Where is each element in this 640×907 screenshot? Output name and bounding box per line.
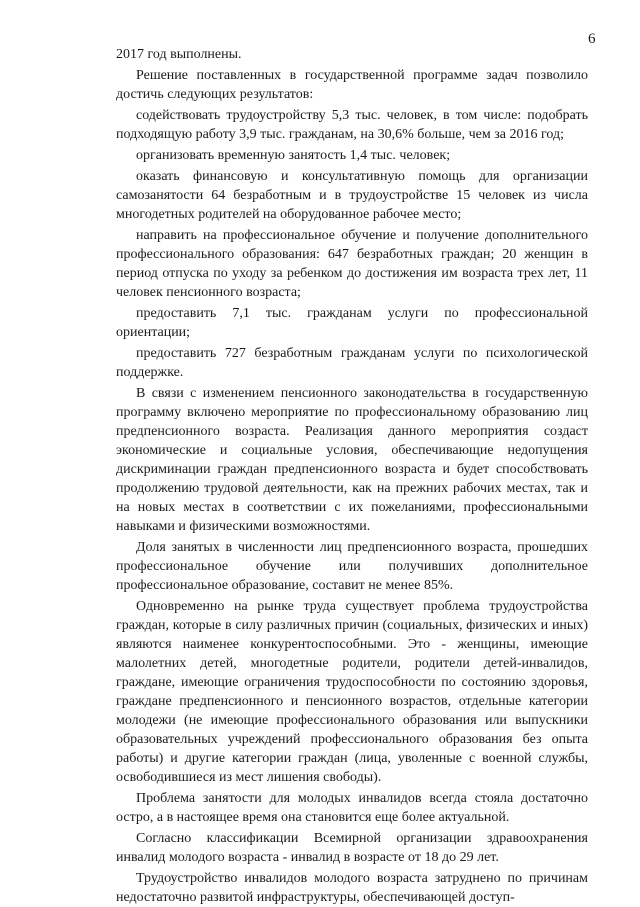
paragraph-7: предоставить 7,1 тыс. гражданам услуги по профессиональной ориентации; [116,306,588,340]
paragraph-5: оказать финансовую и консультативную помощь для организации самозанятости 64 безработным и в трудоустройстве 15 человек из числа многодетных родителей на оборудованное рабочее место; [116,169,588,222]
paragraph-9: В связи с изменением пенсионного законодательства в государственную программу включено мероприятие по профессиональному образованию лиц предпенсионного возраста. Реализация данного мероприятия создаст экономические и социальные условия, обеспечивающие недопущения дискриминации граждан предпенсионного возраста и будет способствовать продолжению трудовой деятельности, как на прежних рабочих местах, так и на новых местах в соответствии с их пожеланиями, профессиональными навыками и физическими возможностями. [116,386,588,534]
paragraph-10: Доля занятых в численности лиц предпенсионного возраста, прошедших профессиональное обучение или получивших дополнительное профессиональное образование, составит не менее 85%. [116,540,588,593]
paragraph-6: направить на профессиональное обучение и получение дополнительного профессионального образования: 647 безработных граждан; 20 женщин в период отпуска по уходу за ребенком до достижения им возраста трех лет, 11 человек пенсионного возраста; [116,228,588,300]
paragraph-14: Трудоустройство инвалидов молодого возраста затруднено по причинам недостаточно развитой инфраструктуры, обеспечивающей доступ- [116,871,588,905]
paragraph-13: Согласно классификации Всемирной организации здравоохранения инвалид молодого возраста - инвалид в возрасте от 18 до 29 лет. [116,831,588,865]
paragraph-8: предоставить 727 безработным гражданам услуги по психологической поддержке. [116,346,588,380]
paragraph-3: содействовать трудоустройству 5,3 тыс. человек, в том числе: подобрать подходящую работу 3,9 тыс. гражданам, на 30,6% больше, чем за 2016 год; [116,108,588,142]
paragraph-2: Решение поставленных в государственной программе задач позволило достичь следующих результатов: [116,68,588,102]
paragraph-1: 2017 год выполнены. [116,47,242,62]
paragraph-4: организовать временную занятость 1,4 тыс. человек; [136,148,451,163]
paragraph-11: Одновременно на рынке труда существует проблема трудоустройства граждан, которые в силу различных причин (социальных, физических и иных) являются наименее конкурентоспособными. Это - женщины, имеющие малолетних детей, многодетные родители, родители детей-инвалидов, граждане, имеющие ограничения трудоспособности по состоянию здоровья, граждане предпенсионного и пенсионного возрастов, отдельные категории молодежи (не имеющие профессионального образования или выпускники образовательных учреждений профессионального образования без опыта работы) и другие категории граждан (лица, уволенные с военной службы, освободившиеся из мест лишения свободы). [116,599,588,785]
page-body [116,45,588,907]
paragraph-12: Проблема занятости для молодых инвалидов всегда стояла достаточно остро, а в настоящее время она становится еще более актуальной. [116,791,588,825]
page-number: 6 [588,31,596,47]
